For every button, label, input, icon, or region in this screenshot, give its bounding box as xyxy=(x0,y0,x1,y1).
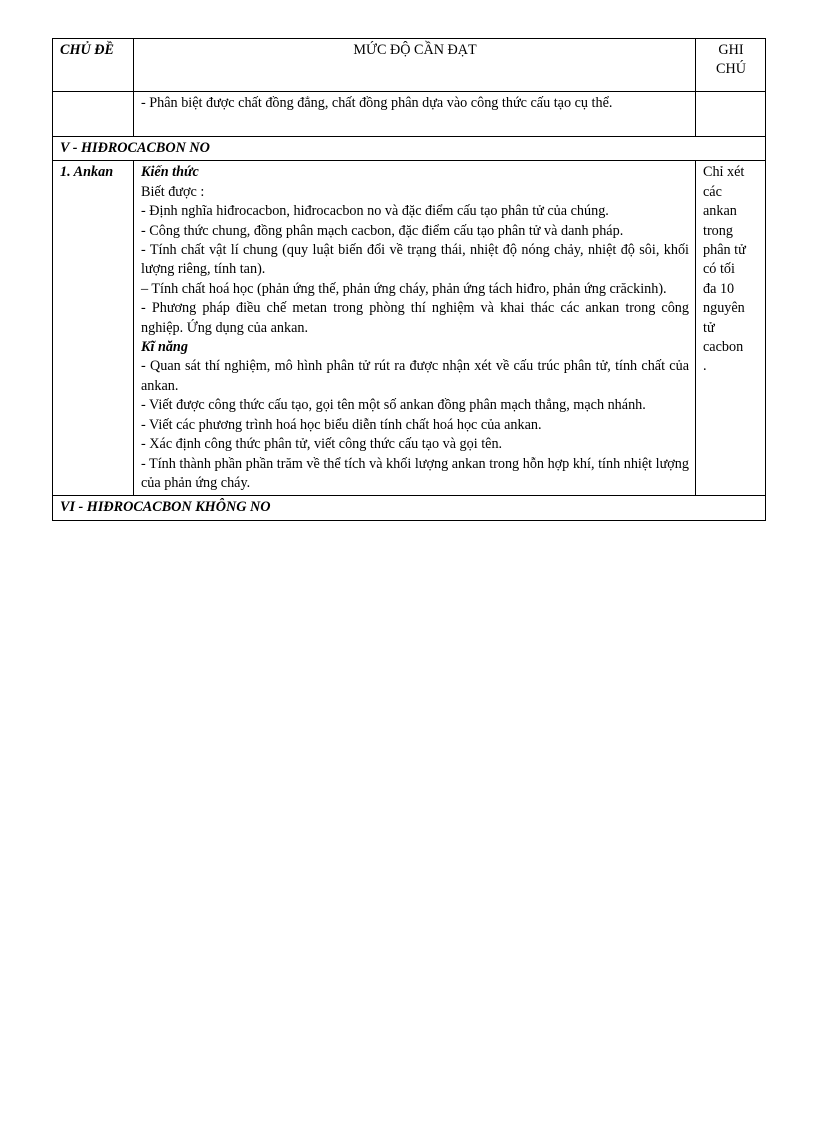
section-title-vi: VI - HIĐROCACBON KHÔNG NO xyxy=(53,496,766,520)
note-line: có tối xyxy=(703,261,735,278)
note-line: cacbon xyxy=(703,339,744,356)
ankan-topic: 1. Ankan xyxy=(53,161,134,496)
knowledge-item: - Công thức chung, đồng phân mạch cacbon, đặc điểm cấu tạo phân tử và danh pháp. xyxy=(141,222,624,239)
knowledge-item: - Định nghĩa hiđrocacbon, hiđrocacbon no và đặc điểm cấu tạo phân tử của chúng. xyxy=(141,203,609,220)
knowledge-item: - Phương pháp điều chế metan trong phòng thí nghiệm và khai thác các ankan trong công nghiệp. Ứng dụng của ankan. xyxy=(141,300,689,336)
header-note-line1: GHI xyxy=(718,42,744,58)
table-row-continued xyxy=(53,92,766,137)
skills-item: - Viết được công thức cấu tạo, gọi tên một số ankan đồng phân mạch thẳng, mạch nhánh. xyxy=(141,397,646,414)
note-line: ankan xyxy=(703,203,737,220)
note-line: . xyxy=(703,358,707,375)
knowledge-intro: Biết được : xyxy=(141,183,205,200)
note-line: các xyxy=(703,183,722,200)
header-level: MỨC ĐỘ CẦN ĐẠT xyxy=(134,39,696,92)
knowledge-item: - Tính chất vật lí chung (quy luật biến đổi về trạng thái, nhiệt độ nóng chảy, nhiệt độ sôi, khối lượng riêng, tính tan). xyxy=(141,242,689,278)
skills-heading: Kĩ năng xyxy=(141,339,188,356)
section-row-vi xyxy=(53,496,766,520)
note-line: trong xyxy=(703,222,733,239)
note-line: Chỉ xét xyxy=(703,164,745,181)
skills-item: - Tính thành phần phần trăm về thể tích và khối lượng ankan trong hỗn hợp khí, tính nhiệt lượng của phản ứng cháy. xyxy=(141,455,689,491)
header-topic: CHỦ ĐỀ xyxy=(53,39,134,92)
note-line: tử xyxy=(703,319,715,336)
section-title-v: V - HIĐROCACBON NO xyxy=(53,137,766,161)
note-line: nguyên xyxy=(703,300,745,317)
continued-topic-cell xyxy=(53,92,134,137)
skills-item: - Viết các phương trình hoá học biểu diễn tính chất hoá học của ankan. xyxy=(141,416,542,433)
note-line: phân tử xyxy=(703,242,746,259)
table-header-row xyxy=(53,39,766,92)
continued-text: - Phân biệt được chất đồng đẳng, chất đồng phân dựa vào công thức cấu tạo cụ thể. xyxy=(134,92,696,137)
continued-note-cell xyxy=(696,92,766,137)
ankan-note xyxy=(696,161,766,496)
header-note-line2: CHÚ xyxy=(716,61,746,78)
curriculum-table xyxy=(52,38,766,521)
skills-item: - Quan sát thí nghiệm, mô hình phân tử rút ra được nhận xét về cấu trúc phân tử, tính chất của ankan. xyxy=(141,358,689,394)
note-line: đa 10 xyxy=(703,280,735,297)
knowledge-heading: Kiến thức xyxy=(141,164,199,181)
section-row-v xyxy=(53,137,766,161)
ankan-content xyxy=(134,161,696,496)
skills-item: - Xác định công thức phân tử, viết công thức cấu tạo và gọi tên. xyxy=(141,436,503,453)
header-note xyxy=(696,39,766,92)
knowledge-item: – Tính chất hoá học (phản ứng thế, phản ứng cháy, phản ứng tách hiđro, phản ứng crăckinh). xyxy=(141,280,667,297)
table-row-ankan xyxy=(53,161,766,496)
